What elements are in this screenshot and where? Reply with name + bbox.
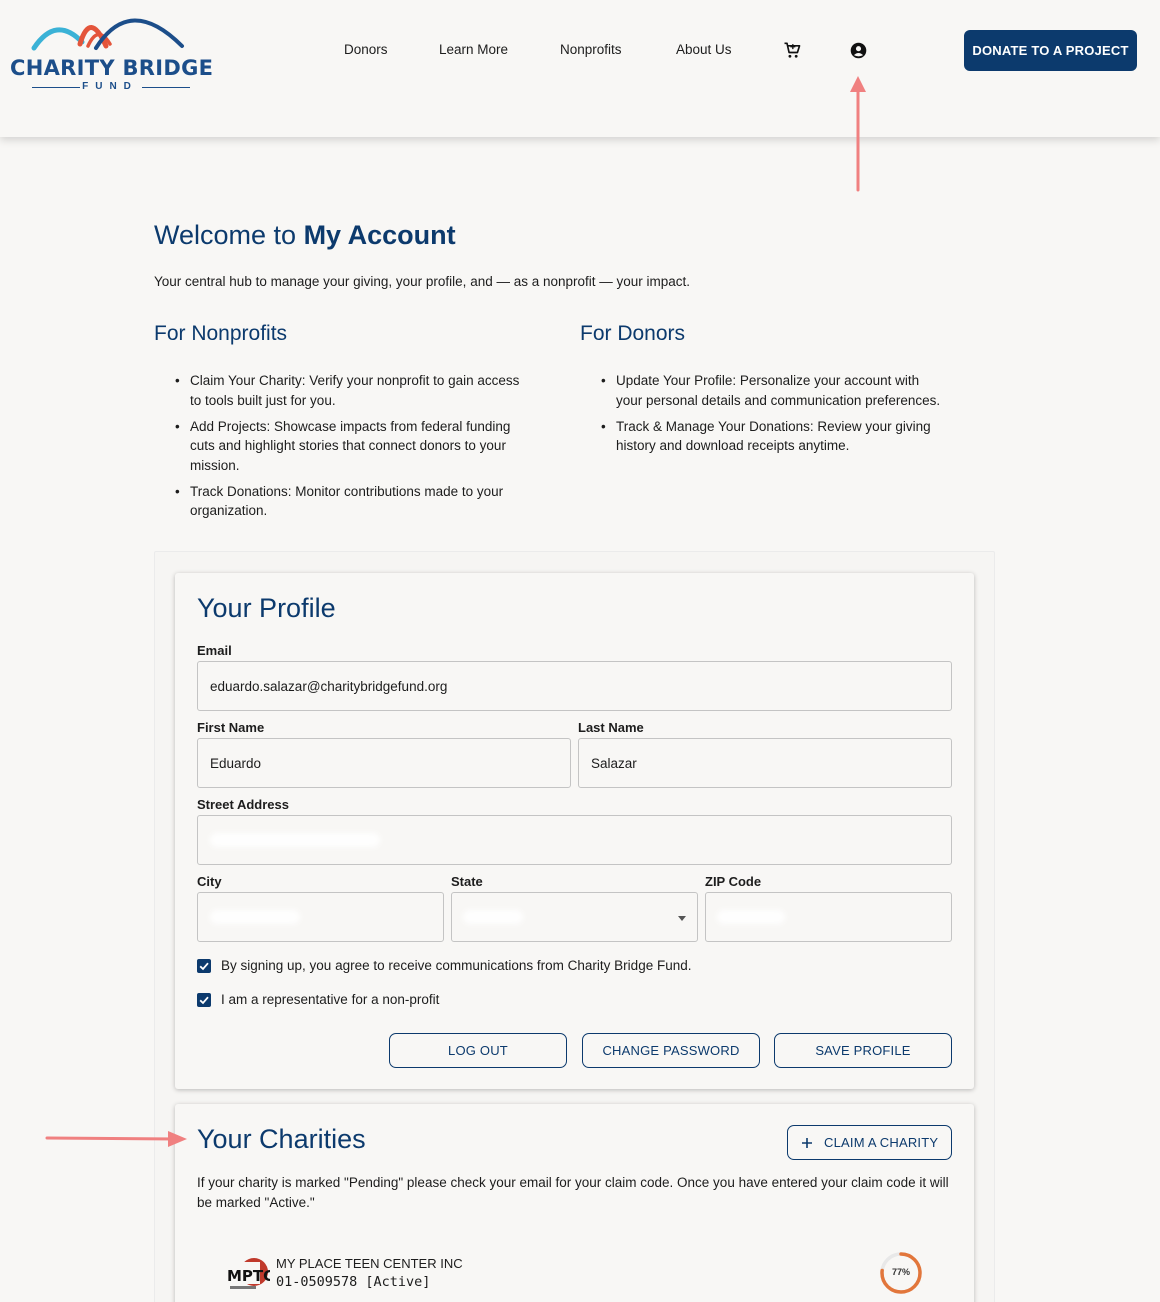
- nonprofits-list: [190, 371, 520, 527]
- donate-to-project-button[interactable]: DONATE TO A PROJECT: [964, 30, 1137, 71]
- email-field[interactable]: eduardo.salazar@charitybridgefund.org: [197, 661, 952, 711]
- nonprofit-rep-checkbox[interactable]: [197, 993, 211, 1007]
- site-header: [0, 0, 1160, 137]
- charity-claim-note: If your charity is marked "Pending" please check your email for your claim code. Once you have entered your claim code it will be marked "Active.": [197, 1175, 949, 1210]
- last-name-field[interactable]: Salazar: [578, 738, 952, 788]
- page-title-prefix: Welcome to: [154, 220, 304, 250]
- charity-logo: [224, 1254, 270, 1294]
- first-name-field[interactable]: Eduardo: [197, 738, 571, 788]
- cart-icon[interactable]: [782, 40, 802, 60]
- charity-logo-text: MPTC: [227, 1267, 270, 1285]
- first-name-label: First Name: [197, 720, 265, 735]
- check-icon: [198, 994, 210, 1006]
- nav-about-us[interactable]: About Us: [676, 42, 732, 57]
- street-address-label: Street Address: [197, 797, 289, 812]
- email-label: Email: [197, 643, 232, 658]
- annotation-arrow-right-icon: [44, 1128, 190, 1150]
- progress-percent: 77%: [891, 1267, 910, 1277]
- check-icon: [198, 960, 210, 972]
- nav-learn-more[interactable]: Learn More: [439, 42, 509, 57]
- redacted-value: [210, 833, 380, 847]
- redacted-value: [717, 910, 785, 924]
- donors-heading: For Donors: [580, 322, 686, 345]
- charity-ein-status: 01-0509578 [Active]: [276, 1274, 431, 1290]
- logo-brand-sub: FUND: [82, 81, 138, 92]
- page-title: [154, 220, 456, 251]
- list-item: • Update Your Profile: Personalize your account with your personal details and communication preferences.: [616, 371, 946, 410]
- communications-checkbox[interactable]: [197, 959, 211, 973]
- charities-title: Your Charities: [197, 1124, 366, 1154]
- last-name-label: Last Name: [578, 720, 644, 735]
- nav-donors[interactable]: Donors: [344, 42, 388, 57]
- redacted-value: [210, 910, 300, 924]
- annotation-arrow-up-icon: [846, 68, 870, 192]
- list-item: • Track & Manage Your Donations: Review your giving history and download receipts anytime.: [616, 417, 946, 456]
- save-profile-button[interactable]: SAVE PROFILE: [774, 1033, 952, 1068]
- charity-name: MY PLACE TEEN CENTER INC: [276, 1256, 463, 1271]
- logo-brand-name: CHARITY BRIDGE: [10, 56, 214, 80]
- chevron-down-icon: [678, 916, 686, 921]
- zip-label: ZIP Code: [705, 874, 762, 889]
- city-label: City: [197, 874, 222, 889]
- list-item: • Add Projects: Showcase impacts from federal funding cuts and highlight stories that connect donors to your mission.: [190, 417, 520, 476]
- claim-charity-label: CLAIM A CHARITY: [824, 1135, 939, 1150]
- log-out-button[interactable]: LOG OUT: [389, 1033, 567, 1068]
- nonprofits-heading: For Nonprofits: [154, 322, 288, 345]
- logo-line-right: [142, 87, 190, 88]
- charity-bridge-logo[interactable]: [10, 10, 214, 95]
- page-title-bold: My Account: [303, 220, 456, 250]
- redacted-value: [463, 910, 523, 924]
- list-item: • Claim Your Charity: Verify your nonprofit to gain access to tools built just for you.: [190, 371, 520, 410]
- donors-list: [616, 371, 946, 462]
- bridge-arcs-icon: [10, 10, 210, 60]
- account-circle-icon[interactable]: [850, 42, 867, 59]
- profile-title: Your Profile: [197, 593, 336, 623]
- change-password-button[interactable]: CHANGE PASSWORD: [582, 1033, 760, 1068]
- nonprofit-rep-checkbox-label: I am a representative for a non-profit: [221, 992, 440, 1007]
- state-label: State: [451, 874, 483, 889]
- claim-charity-button[interactable]: [787, 1125, 952, 1160]
- intro-text: Your central hub to manage your giving, your profile, and — as a nonprofit — your impact.: [154, 274, 691, 289]
- nav-nonprofits[interactable]: Nonprofits: [560, 42, 622, 57]
- communications-checkbox-label: By signing up, you agree to receive communications from Charity Bridge Fund.: [221, 958, 692, 973]
- list-item: • Track Donations: Monitor contributions made to your organization.: [190, 482, 520, 521]
- plus-icon: [800, 1136, 814, 1150]
